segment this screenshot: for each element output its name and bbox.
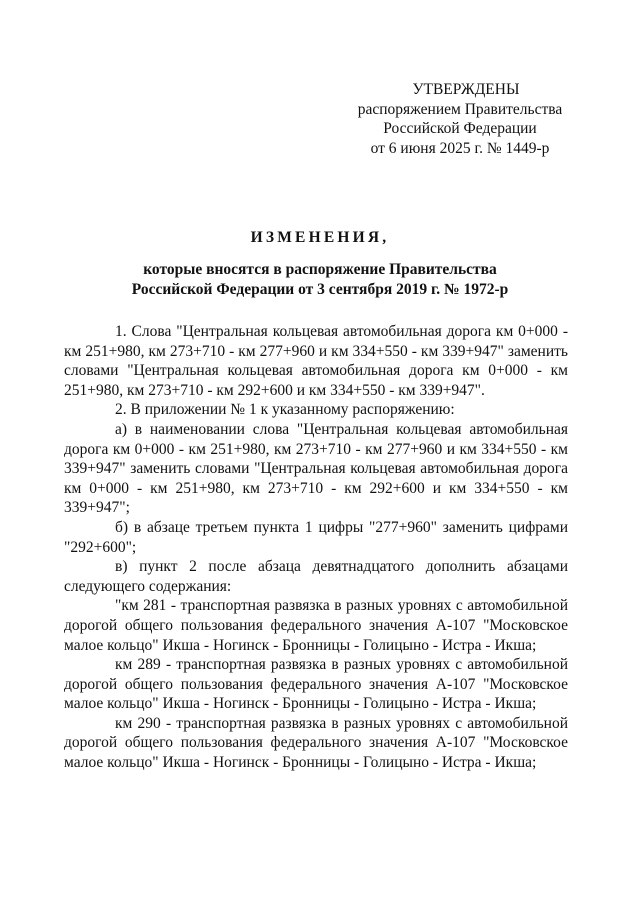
approval-title: УТВЕРЖДЕНЫ bbox=[412, 81, 520, 98]
approval-block bbox=[340, 80, 580, 158]
paragraph-2c: в) пункт 2 после абзаца девятнадцатого дополнить абзацами следующего содержания: bbox=[64, 558, 568, 595]
paragraph-km-281: "км 281 - транспортная развязка в разных уровнях с автомобильной дорогой общего пользования федерального значения А-107 "Московское малое кольцо" Икша - Ногинск - Бронницы - Голицыно - Истра - Икша; bbox=[64, 597, 568, 654]
paragraph-2: 2. В приложении № 1 к указанному распоряжению: bbox=[115, 401, 455, 419]
paragraph-2a: а) в наименовании слова "Центральная кольцевая автомобильная дорога км 0+000 - км 251+980, км 273+710 - км 277+960 и км 334+550 - км 339+947" заменить словами "Центральная кольцевая автомобильная дорога км 0+000 - км 251+980, км 273+710 - км 292+600 и км 334+550 - км 339+947"; bbox=[64, 420, 568, 517]
document-subtitle-line-1: которые вносятся в распоряжение Правительства bbox=[143, 261, 497, 278]
paragraph-km-289: км 289 - транспортная развязка в разных уровнях с автомобильной дорогой общего пользования федерального значения А-107 "Московское малое кольцо" Икша - Ногинск - Бронницы - Голицыно - Истра - Икша; bbox=[64, 656, 568, 713]
approval-date-number: от 6 июня 2025 г. № 1449-р bbox=[370, 139, 550, 157]
paragraph-km-290: км 290 - транспортная развязка в разных уровнях с автомобильной дорогой общего пользования федерального значения А-107 "Московское малое кольцо" Икша - Ногинск - Бронницы - Голицыно - Истра - Икша; bbox=[64, 714, 568, 772]
paragraph-1: 1. Слова "Центральная кольцевая автомобильная дорога км 0+000 - км 251+980, км 273+710 - км 277+960 и км 334+550 - км 339+947" заменить словами "Центральная кольцевая автомобильная дорога км 0+000 - км 251+980, км 273+710 - км 292+600 и км 334+550 - км 339+947". bbox=[64, 323, 568, 399]
approval-authority: распоряжением Правительства bbox=[357, 100, 563, 118]
document-title: ИЗМЕНЕНИЯ, bbox=[250, 229, 390, 246]
document-body bbox=[64, 322, 568, 773]
document-heading bbox=[100, 228, 540, 299]
document-subtitle-line-2: Российской Федерации от 3 сентября 2019 г. № 1972-р bbox=[131, 280, 509, 298]
approval-authority-country: Российской Федерации bbox=[383, 120, 537, 137]
paragraph-2b: б) в абзаце третьем пункта 1 цифры "277+960" заменить цифрами "292+600"; bbox=[64, 518, 568, 556]
